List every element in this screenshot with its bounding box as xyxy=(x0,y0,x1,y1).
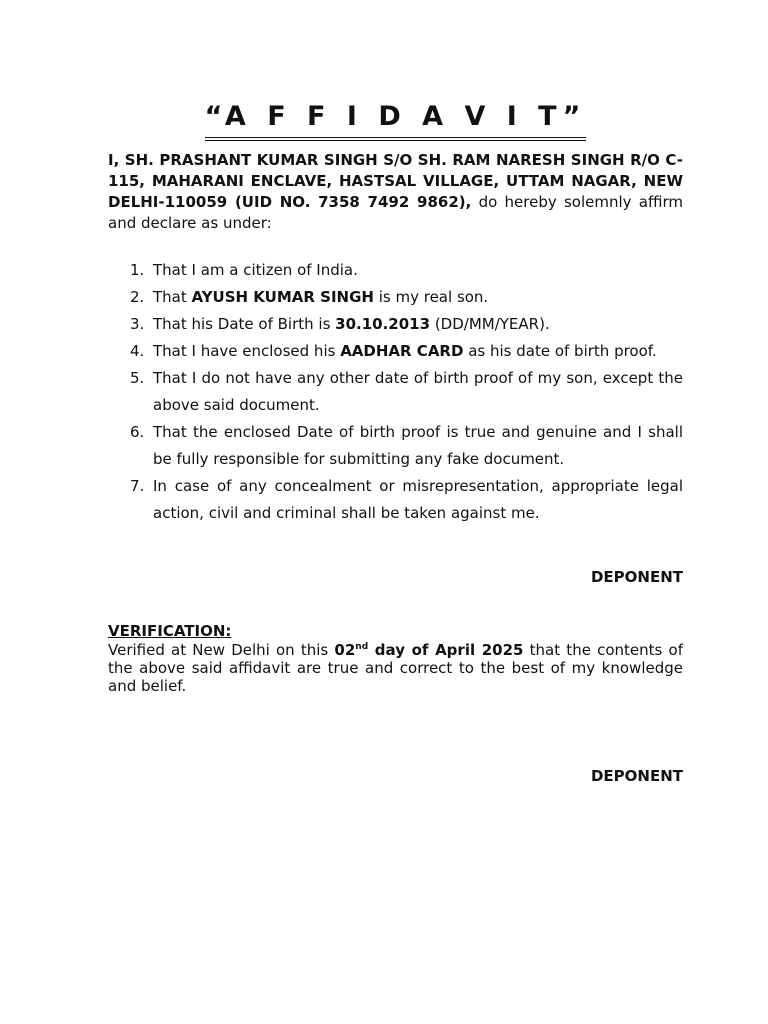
list-item-number: 7. xyxy=(130,477,145,495)
list-item-emphasis: 30.10.2013 xyxy=(335,315,431,333)
list-item-emphasis: AADHAR CARD xyxy=(340,342,464,360)
document-title: “A F F I D A V I T” xyxy=(205,100,587,141)
document-title-wrapper xyxy=(108,100,683,141)
list-item-emphasis: AYUSH KUMAR SINGH xyxy=(191,288,374,306)
list-item-text: That xyxy=(153,288,192,306)
list-item-text: (DD/MM/YEAR). xyxy=(430,315,550,333)
verification-date-rest: day of April 2025 xyxy=(368,641,524,659)
list-item-number: 6. xyxy=(130,423,145,441)
verification-day: 02 xyxy=(334,641,356,659)
list-item-text: as his date of birth proof. xyxy=(463,342,657,360)
list-item-text: That I do not have any other date of birth proof of my son, except the above said document. xyxy=(153,369,683,414)
list-item xyxy=(108,473,683,527)
list-item-text: That the enclosed Date of birth proof is true and genuine and I shall be fully responsible for submitting any fake document. xyxy=(153,423,683,468)
verification-heading: VERIFICATION: xyxy=(108,622,232,640)
list-item-number: 1. xyxy=(130,261,145,279)
list-item-text: is my real son. xyxy=(373,288,489,306)
verification-paragraph xyxy=(108,641,683,695)
list-item xyxy=(108,338,683,365)
verification-date xyxy=(334,641,523,659)
list-item-number: 3. xyxy=(130,315,145,333)
declaration-list xyxy=(108,257,683,527)
verification-text-after: that the contents of the above said affidavit are true and correct to the best of my knowledge and belief. xyxy=(108,641,683,695)
list-item xyxy=(108,257,683,284)
intro-declarant-details: I, SH. PRASHANT KUMAR SINGH S/O SH. RAM NARESH SINGH R/O C-115, MAHARANI ENCLAVE, HASTSAL VILLAGE, UTTAM NAGAR, NEW DELHI-110059 (UID NO. 7358 7492 9862), xyxy=(108,151,683,211)
list-item-text: That his Date of Birth is xyxy=(153,315,336,333)
list-item-text: In case of any concealment or misrepresentation, appropriate legal action, civil and criminal shall be taken against me. xyxy=(153,477,683,522)
list-item-number: 2. xyxy=(130,288,145,306)
list-item xyxy=(108,365,683,419)
verification-day-suffix: nd xyxy=(355,642,369,652)
intro-paragraph xyxy=(108,150,683,234)
list-item-number: 5. xyxy=(130,369,145,387)
deponent-label-bottom: DEPONENT xyxy=(590,767,683,785)
intro-declaration: do hereby solemnly affirm and declare as under: xyxy=(108,193,684,232)
list-item-text: That I have enclosed his xyxy=(153,342,341,360)
list-item-text: That I am a citizen of India. xyxy=(153,261,358,279)
list-item xyxy=(108,284,683,311)
list-item-number: 4. xyxy=(130,342,145,360)
list-item xyxy=(108,419,683,473)
deponent-label: DEPONENT xyxy=(590,568,683,586)
verification-text-before: Verified at New Delhi on this xyxy=(108,641,335,659)
list-item xyxy=(108,311,683,338)
